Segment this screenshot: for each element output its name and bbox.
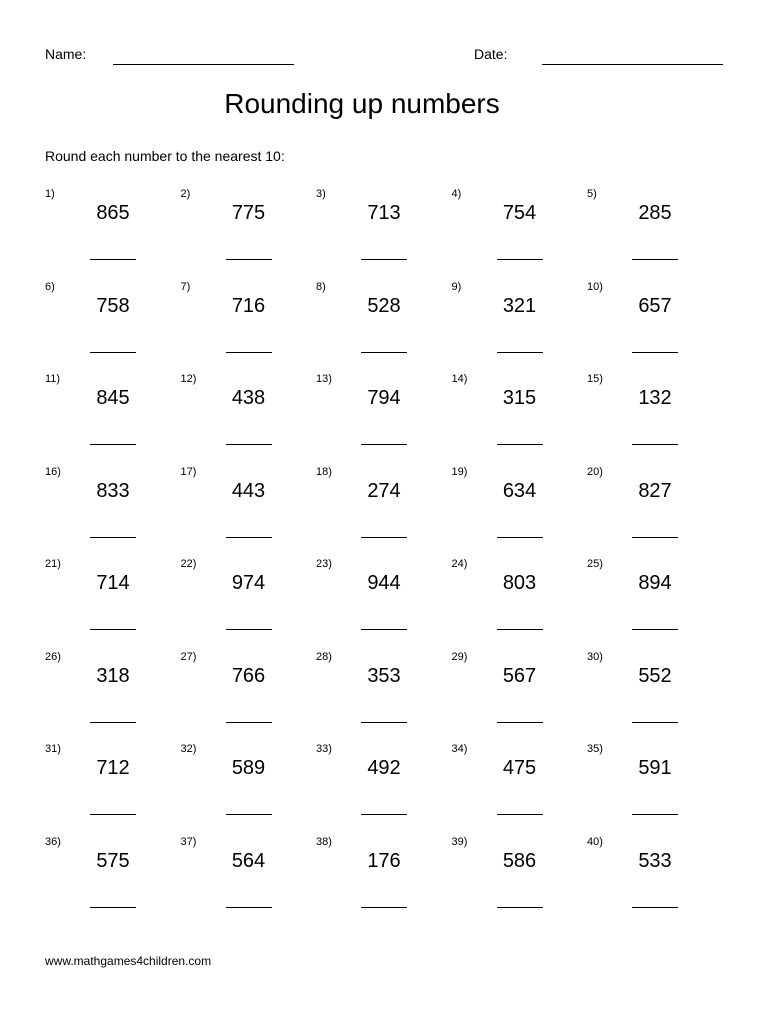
problem-number: 39)	[451, 835, 468, 848]
problem-item	[587, 834, 723, 927]
problem-value: 176	[367, 849, 401, 872]
answer-line[interactable]	[361, 629, 407, 630]
problem-value: 567	[502, 664, 537, 687]
problem-item	[181, 186, 317, 279]
problem-number: 10)	[587, 280, 603, 293]
problem-number: 7)	[180, 280, 191, 293]
answer-line[interactable]	[226, 259, 272, 260]
problem-value: 528	[367, 294, 401, 317]
problem-item	[181, 371, 317, 464]
problem-item	[587, 741, 723, 834]
answer-line[interactable]	[226, 352, 272, 353]
problem-item	[45, 279, 181, 372]
problem-number: 19)	[451, 465, 468, 478]
problem-value: 634	[502, 479, 537, 502]
answer-line[interactable]	[632, 259, 678, 260]
problem-value: 575	[96, 849, 130, 872]
problem-item	[452, 834, 588, 927]
answer-line[interactable]	[632, 537, 678, 538]
answer-line[interactable]	[90, 352, 136, 353]
problem-item	[181, 279, 317, 372]
problem-item	[45, 371, 181, 464]
page-title: Rounding up numbers	[224, 88, 500, 119]
problem-value: 591	[638, 757, 672, 779]
problem-value: 974	[231, 572, 266, 594]
problem-number: 14)	[451, 373, 468, 385]
problem-item	[587, 279, 723, 372]
problem-item	[452, 556, 588, 649]
answer-line[interactable]	[497, 629, 543, 630]
problem-number: 18)	[316, 465, 332, 478]
answer-line[interactable]	[90, 907, 136, 908]
problem-item	[45, 556, 181, 649]
problem-item	[181, 741, 317, 834]
problem-item	[45, 186, 181, 279]
answer-line[interactable]	[497, 814, 543, 815]
problem-number: 21)	[45, 558, 61, 570]
problem-value: 443	[231, 479, 266, 502]
problem-value: 475	[502, 757, 537, 779]
answer-line[interactable]	[497, 907, 543, 908]
problem-value: 564	[231, 849, 266, 872]
problem-number: 29)	[451, 650, 468, 663]
answer-line[interactable]	[497, 537, 543, 538]
answer-line[interactable]	[632, 722, 678, 723]
problem-value: 285	[638, 202, 672, 224]
problem-number: 4)	[451, 188, 462, 200]
problem-value: 803	[502, 572, 537, 594]
problem-number: 1)	[45, 188, 55, 200]
problem-item	[316, 556, 452, 649]
problem-value: 586	[502, 849, 537, 872]
problem-value: 714	[96, 572, 130, 594]
problem-item	[587, 371, 723, 464]
problem-value: 552	[638, 664, 672, 687]
answer-line[interactable]	[632, 907, 678, 908]
problem-item	[587, 186, 723, 279]
problem-number: 8)	[316, 280, 326, 293]
problem-item	[452, 186, 588, 279]
problem-number: 32)	[180, 743, 197, 755]
problem-item	[316, 834, 452, 927]
problem-item	[316, 186, 452, 279]
problem-number: 22)	[180, 558, 197, 570]
problem-item	[181, 464, 317, 557]
problem-number: 6)	[45, 280, 55, 293]
problem-number: 20)	[587, 465, 603, 478]
problem-item	[587, 464, 723, 557]
problem-number: 31)	[45, 743, 61, 755]
problem-item	[45, 464, 181, 557]
problem-value: 758	[96, 294, 130, 317]
problem-value: 657	[638, 294, 672, 317]
problem-value: 132	[638, 387, 672, 409]
answer-line[interactable]	[90, 814, 136, 815]
answer-line[interactable]	[90, 722, 136, 723]
problem-number: 40)	[587, 835, 603, 848]
problem-value: 833	[96, 479, 130, 502]
answer-line[interactable]	[361, 814, 407, 815]
problem-value: 274	[367, 479, 401, 502]
problem-value: 827	[638, 479, 672, 502]
problem-number: 17)	[180, 465, 197, 478]
answer-line[interactable]	[497, 352, 543, 353]
answer-line[interactable]	[90, 629, 136, 630]
problem-item	[181, 556, 317, 649]
answer-line[interactable]	[226, 444, 272, 445]
answer-line[interactable]	[361, 352, 407, 353]
problem-value: 894	[638, 572, 672, 594]
problem-number: 26)	[45, 650, 61, 663]
problem-number: 34)	[451, 743, 468, 755]
problem-number: 13)	[316, 373, 332, 385]
problem-value: 353	[367, 664, 401, 687]
answer-line[interactable]	[497, 259, 543, 260]
problem-value: 775	[231, 202, 266, 224]
problem-item	[316, 371, 452, 464]
date-field-line[interactable]	[542, 64, 723, 65]
problem-value: 754	[502, 202, 537, 224]
problem-item	[181, 834, 317, 927]
problem-number: 16)	[45, 465, 61, 478]
problem-item	[316, 464, 452, 557]
answer-line[interactable]	[226, 907, 272, 908]
problem-number: 30)	[587, 650, 603, 663]
answer-line[interactable]	[226, 629, 272, 630]
problem-value: 713	[367, 202, 401, 224]
problem-value: 492	[367, 757, 401, 779]
answer-line[interactable]	[361, 907, 407, 908]
problem-value: 845	[96, 387, 130, 409]
answer-line[interactable]	[632, 444, 678, 445]
problem-number: 9)	[451, 280, 462, 293]
answer-line[interactable]	[497, 722, 543, 723]
problem-value: 533	[638, 849, 672, 872]
instructions: Round each number to the nearest 10:	[45, 148, 285, 164]
problem-number: 15)	[587, 373, 603, 385]
answer-line[interactable]	[226, 814, 272, 815]
problem-number: 2)	[180, 188, 191, 200]
answer-line[interactable]	[90, 259, 136, 260]
answer-line[interactable]	[361, 722, 407, 723]
problem-number: 5)	[587, 188, 597, 200]
problem-number: 38)	[316, 835, 332, 848]
answer-line[interactable]	[361, 259, 407, 260]
problem-number: 11)	[45, 373, 61, 385]
problem-value: 315	[502, 387, 537, 409]
problem-item	[452, 649, 588, 742]
answer-line[interactable]	[497, 444, 543, 445]
problem-value: 589	[231, 757, 266, 779]
answer-line[interactable]	[632, 629, 678, 630]
problem-value: 944	[367, 572, 401, 594]
problem-value: 794	[367, 387, 401, 409]
problem-item	[181, 649, 317, 742]
problem-value: 716	[231, 294, 266, 317]
problem-item	[452, 464, 588, 557]
problem-grid	[45, 186, 725, 926]
problem-value: 766	[231, 664, 266, 687]
name-label: Name:	[45, 46, 87, 62]
problem-number: 25)	[587, 558, 603, 570]
problem-number: 3)	[316, 188, 326, 200]
problem-number: 37)	[180, 835, 197, 848]
problem-number: 36)	[45, 835, 61, 848]
problem-item	[45, 741, 181, 834]
problem-item	[452, 741, 588, 834]
problem-number: 24)	[451, 558, 468, 570]
answer-line[interactable]	[361, 537, 407, 538]
problem-item	[452, 279, 588, 372]
answer-line[interactable]	[90, 444, 136, 445]
answer-line[interactable]	[632, 352, 678, 353]
problem-item	[316, 649, 452, 742]
problem-item	[316, 279, 452, 372]
problem-number: 28)	[316, 650, 332, 663]
problem-item	[452, 371, 588, 464]
problem-number: 33)	[316, 743, 332, 755]
problem-value: 438	[231, 387, 266, 409]
problem-item	[587, 649, 723, 742]
problem-number: 27)	[180, 650, 197, 663]
problem-item	[316, 741, 452, 834]
problem-value: 318	[96, 664, 130, 687]
answer-line[interactable]	[361, 444, 407, 445]
problem-value: 712	[96, 757, 130, 779]
name-field-line[interactable]	[113, 64, 294, 65]
problem-number: 23)	[316, 558, 332, 570]
problem-number: 12)	[180, 373, 197, 385]
problem-number: 35)	[587, 743, 603, 755]
problem-value: 321	[502, 294, 537, 317]
answer-line[interactable]	[90, 537, 136, 538]
problem-item	[587, 556, 723, 649]
answer-line[interactable]	[226, 537, 272, 538]
footer-url: www.mathgames4children.com	[45, 954, 212, 968]
problem-item	[45, 649, 181, 742]
answer-line[interactable]	[632, 814, 678, 815]
problem-item	[45, 834, 181, 927]
answer-line[interactable]	[226, 722, 272, 723]
date-label: Date:	[474, 46, 508, 62]
problem-value: 865	[96, 202, 130, 224]
